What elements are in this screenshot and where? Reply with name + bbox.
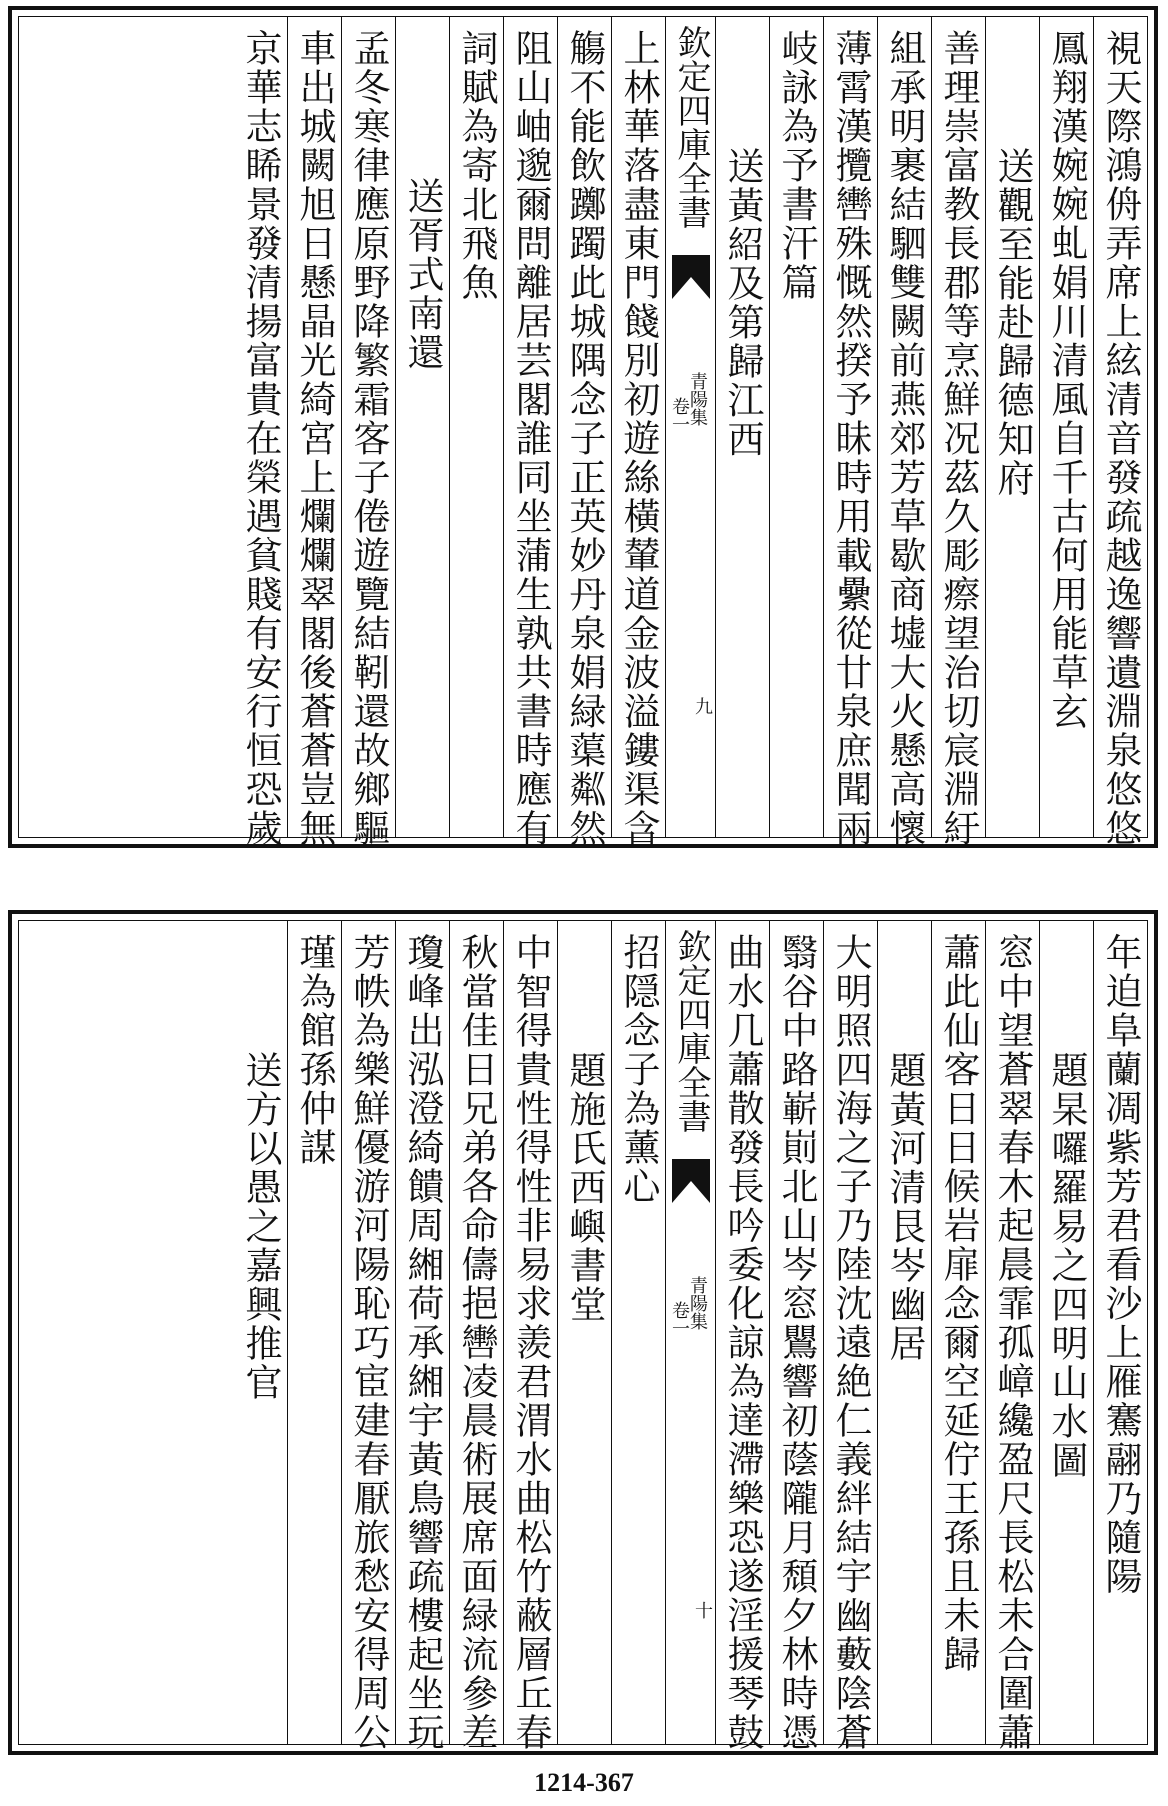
section-heading: 送黃紹及第歸江西: [715, 17, 769, 837]
upper-page: [8, 6, 1158, 848]
text-column: 蕭此仙客日日候岩扉念爾空延佇王孫且未歸: [931, 921, 985, 1744]
text-column: 岐詠為予書汗篇: [769, 17, 823, 837]
volume-label: 卷一: [669, 1301, 690, 1337]
book-title: 青陽集: [687, 1276, 708, 1330]
text-column: 阻山岫邈爾問離居芸閣誰同坐蒲生孰共書時應有: [503, 17, 557, 837]
text-column: 孟冬寒律應原野降繁霜客子倦遊覽結靷還故鄉驅: [341, 17, 395, 837]
section-heading: 送方以愚之嘉興推官: [239, 1051, 282, 1402]
text-column: 車出城闕旭日懸晶光綺宮上爛爛翠閣後蒼蒼豈無: [287, 17, 341, 837]
series-title: 欽定四庫全書: [671, 25, 711, 229]
text-column: 詞賦為寄北飛魚: [449, 17, 503, 837]
leaf-number: 九: [692, 697, 713, 715]
text-column: 翳谷中路嶄崱北山岑窓鸎響初蔭隴月頹夕林時憑: [769, 921, 823, 1744]
text-column: 觴不能飲躑躅此城隅念子正英妙丹泉娟緑蕖粼然: [557, 17, 611, 837]
text-column: 視天際鴻侜弄席上絃清音發疏越逸響遺淵泉悠悠: [1093, 17, 1147, 837]
fish-tail-icon: [672, 1159, 710, 1203]
lower-page: [8, 910, 1158, 1755]
text-column: 芳帙為樂鮮優游河陽恥巧宦建春厭旅愁安得周公: [341, 921, 395, 1744]
section-heading: 題黃河清艮岑幽居: [877, 921, 931, 1744]
text-column: 瓊峰出泓澄綺饋周緗荷承緗宇黃鳥響疏樓起坐玩: [395, 921, 449, 1744]
text-column: 招隠念子為薰心: [611, 921, 665, 1744]
lower-page-frame: [18, 920, 1148, 1752]
fish-tail-icon: [672, 255, 710, 299]
text-column: 窓中望蒼翠春木起晨霏孤嶂纔盈尺長松未合圍蕭: [985, 921, 1039, 1744]
text-column: 中智得貴性得性非易求羨君渭水曲松竹蔽層丘春: [503, 921, 557, 1744]
section-heading: 題施氏西嶼書堂: [557, 921, 611, 1744]
upper-page-frame: [18, 16, 1148, 848]
text-column: 曲水几蕭散發長吟委化諒為達滯樂恐遂淫援琴鼓: [715, 921, 769, 1744]
book-title: 青陽集: [687, 372, 708, 426]
page-code: 1214-367: [534, 1768, 634, 1797]
text-column: 組承明裹結駟雙闕前燕郊芳草歇商墟大火懸高懷: [877, 17, 931, 837]
volume-label: 卷一: [669, 397, 690, 433]
section-heading: 題杲囉羅易之四明山水圖: [1039, 921, 1093, 1744]
text-column: 鳳翔漢婉婉虬娟川清風自千古何用能草玄: [1039, 17, 1093, 837]
series-title: 欽定四庫全書: [671, 929, 711, 1133]
center-fold: [665, 17, 715, 837]
text-column: 善理崇富教長郡等烹鮮况茲久彫瘵望治切宸淵紆: [931, 17, 985, 837]
text-column: 薄霄漢攬轡殊慨然揆予昧時用載纍從廿泉庶聞兩: [823, 17, 877, 837]
text-column: 京華志睎景發清揚富貴在榮遇貧賤有安行恒恐歲: [239, 29, 282, 848]
text-column: 上林華落盡東門餞別初遊絲橫輦道金波溢鏤渠含: [611, 17, 665, 837]
text-column: 年迫阜蘭凋紫芳君看沙上雁騫翮乃隨陽: [1093, 921, 1147, 1744]
section-heading: 送胥式南還: [395, 17, 449, 837]
text-column: 瑾為館孫仲謀: [287, 921, 341, 1744]
text-column: 秋當佳日兄弟各命儔挹轡凌晨術展席面緑流參差: [449, 921, 503, 1744]
center-fold: [665, 921, 715, 1744]
leaf-number: 十: [692, 1601, 713, 1619]
section-heading: 送觀至能赴歸德知府: [985, 17, 1039, 837]
text-column: 大明照四海之子乃陸沈遠絶仁義絆結宇幽藪陰蒼: [823, 921, 877, 1744]
